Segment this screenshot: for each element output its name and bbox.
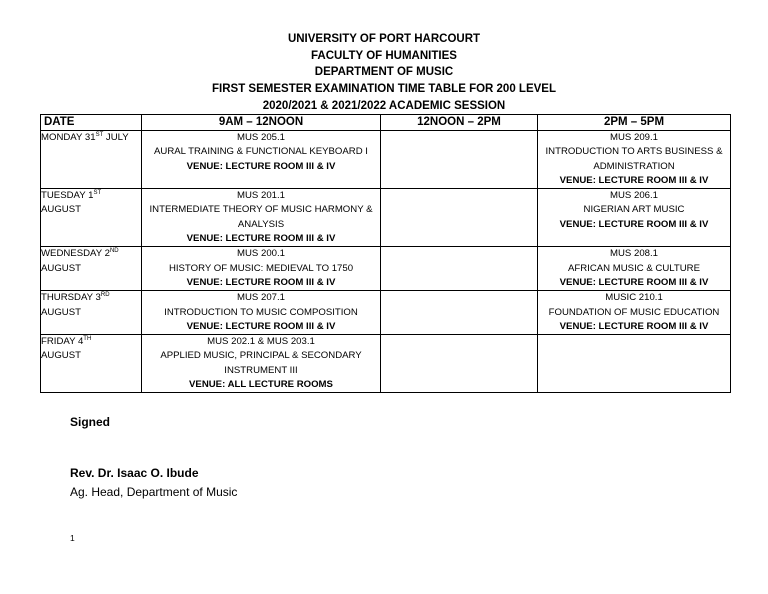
venue: VENUE: LECTURE ROOM III & IV xyxy=(559,174,709,186)
course-code: MUS 206.1 xyxy=(610,190,658,202)
day-cell xyxy=(41,131,142,189)
course-code: MUS 209.1 xyxy=(610,132,658,143)
day-month: AUGUST xyxy=(41,204,81,216)
day-cell xyxy=(41,247,142,291)
course-title: FOUNDATION OF MUSIC EDUCATION xyxy=(548,306,720,318)
course-code: MUSIC 210.1 xyxy=(605,292,663,304)
column-header-midday: 12NOON – 2PM xyxy=(381,115,538,131)
venue: VENUE: LECTURE ROOM III & IV xyxy=(559,218,709,230)
day-month: AUGUST xyxy=(41,306,81,318)
table-row xyxy=(41,335,731,393)
day-suffix: ND xyxy=(109,248,119,255)
afternoon-slot xyxy=(538,335,731,393)
course-code: MUS 205.1 xyxy=(237,132,285,143)
course-code: MUS 201.1 xyxy=(237,190,285,202)
day-label: FRIDAY 4 xyxy=(41,336,84,348)
department-name: DEPARTMENT OF MUSIC xyxy=(314,66,454,79)
morning-slot xyxy=(142,247,381,291)
venue: VENUE: LECTURE ROOM III & IV xyxy=(559,276,709,288)
afternoon-slot xyxy=(538,189,731,247)
table-header-row xyxy=(41,115,731,131)
column-header-date: DATE xyxy=(41,115,142,131)
day-suffix: ST xyxy=(95,132,104,138)
afternoon-slot xyxy=(538,131,731,189)
day-label: WEDNESDAY 2 xyxy=(41,248,110,260)
course-title: HISTORY OF MUSIC: MEDIEVAL TO 1750 xyxy=(168,262,354,274)
morning-slot xyxy=(142,131,381,189)
course-title: INTRODUCTION TO MUSIC COMPOSITION xyxy=(164,306,358,318)
course-code: MUS 208.1 xyxy=(610,248,658,260)
venue: VENUE: LECTURE ROOM III & IV xyxy=(186,160,336,172)
venue: VENUE: ALL LECTURE ROOMS xyxy=(189,379,333,391)
day-label: THURSDAY 3 xyxy=(41,292,101,304)
day-suffix: ST xyxy=(93,190,102,197)
course-code: MUS 202.1 & MUS 203.1 xyxy=(207,336,315,348)
faculty-name: FACULTY OF HUMANITIES xyxy=(311,49,457,62)
table-row xyxy=(41,189,731,247)
day-label: TUESDAY 1 xyxy=(41,190,94,202)
midday-slot xyxy=(381,335,538,393)
venue: VENUE: LECTURE ROOM III & IV xyxy=(559,320,709,332)
midday-slot xyxy=(381,291,538,335)
course-title: AFRICAN MUSIC & CULTURE xyxy=(567,262,700,274)
venue: VENUE: LECTURE ROOM III & IV xyxy=(186,320,336,332)
course-title: APPLIED MUSIC, PRINCIPAL & SECONDARY INSTRUMENT III xyxy=(160,350,362,376)
academic-session: 2020/2021 & 2021/2022 ACADEMIC SESSION xyxy=(262,99,506,112)
day-suffix: TH xyxy=(83,336,92,343)
day-month: JULY xyxy=(103,132,129,143)
afternoon-slot xyxy=(538,247,731,291)
morning-slot xyxy=(142,335,381,393)
signer-role: Ag. Head, Department of Music xyxy=(70,485,238,499)
signer-name: Rev. Dr. Isaac O. Ibude xyxy=(70,466,199,480)
day-label: MONDAY 31 xyxy=(41,132,96,143)
day-month: AUGUST xyxy=(41,262,81,274)
course-title: INTERMEDIATE THEORY OF MUSIC HARMONY & ANALYSIS xyxy=(149,204,373,230)
venue: VENUE: LECTURE ROOM III & IV xyxy=(186,276,336,288)
course-title: NIGERIAN ART MUSIC xyxy=(583,204,685,216)
day-cell xyxy=(41,335,142,393)
table-row xyxy=(41,291,731,335)
column-header-afternoon: 2PM – 5PM xyxy=(538,115,731,131)
table-row xyxy=(41,131,731,189)
exam-timetable xyxy=(40,114,731,393)
day-month: AUGUST xyxy=(41,350,81,362)
page-number: 1 xyxy=(70,533,75,543)
morning-slot xyxy=(142,189,381,247)
day-cell xyxy=(41,291,142,335)
midday-slot xyxy=(381,189,538,247)
day-suffix: RD xyxy=(100,292,110,299)
course-code: MUS 200.1 xyxy=(237,248,285,260)
midday-slot xyxy=(381,247,538,291)
signed-label: Signed xyxy=(70,415,111,429)
document-heading xyxy=(0,31,768,115)
midday-slot xyxy=(381,131,538,189)
day-cell xyxy=(41,189,142,247)
university-name: UNIVERSITY OF PORT HARCOURT xyxy=(287,33,481,45)
course-title: INTRODUCTION TO ARTS BUSINESS & ADMINISTRATION xyxy=(545,146,723,172)
afternoon-slot xyxy=(538,291,731,335)
venue: VENUE: LECTURE ROOM III & IV xyxy=(186,233,336,245)
morning-slot xyxy=(142,291,381,335)
course-title: AURAL TRAINING & FUNCTIONAL KEYBOARD I xyxy=(154,146,368,158)
column-header-morning: 9AM – 12NOON xyxy=(142,115,381,131)
table-row xyxy=(41,247,731,291)
timetable-title: FIRST SEMESTER EXAMINATION TIME TABLE FOR 200 LEVEL xyxy=(212,83,556,96)
course-code: MUS 207.1 xyxy=(237,292,285,304)
